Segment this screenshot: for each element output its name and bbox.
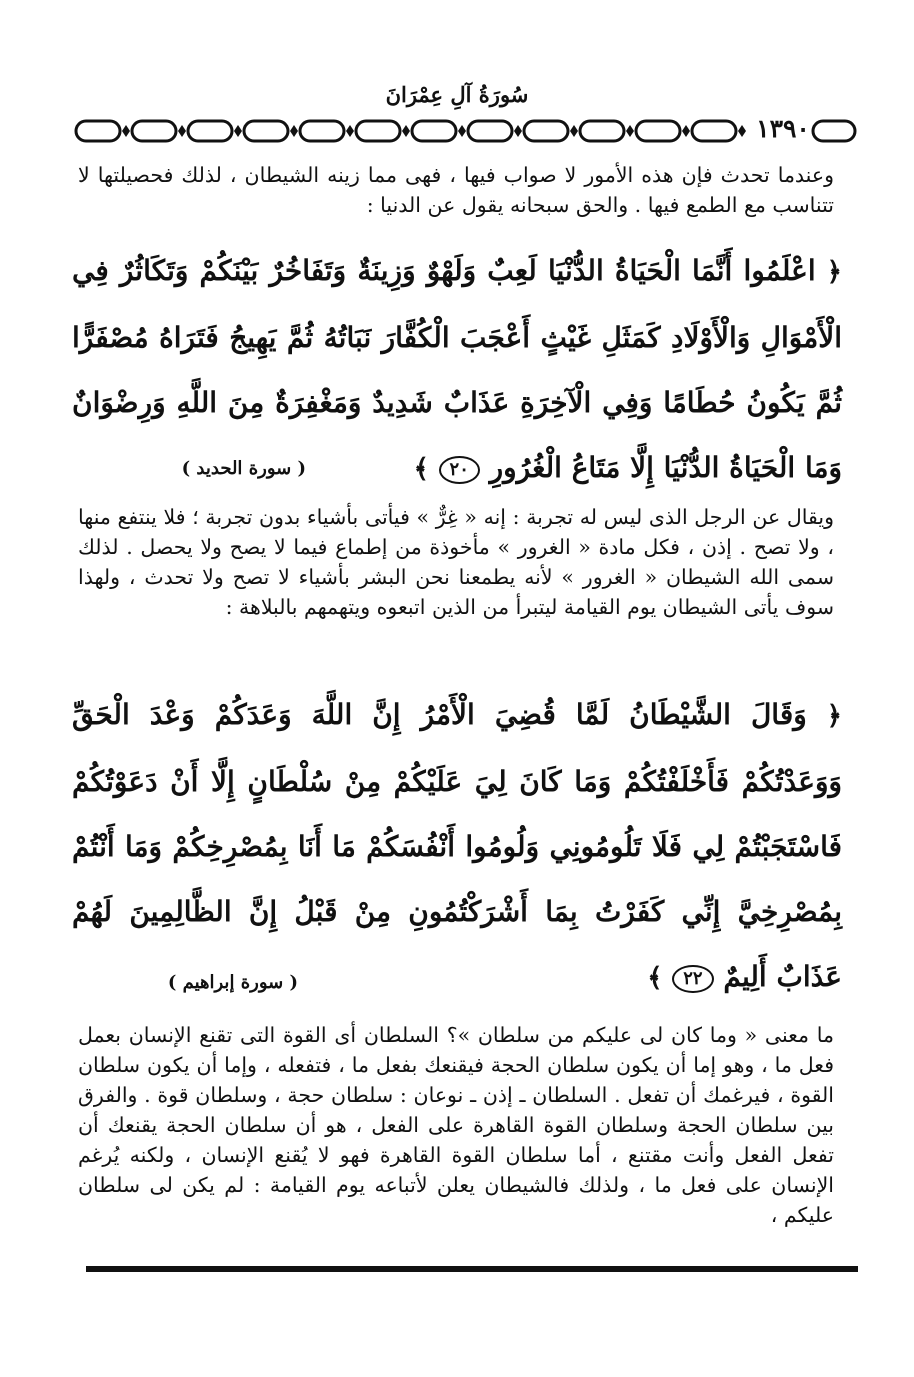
footer-rule xyxy=(86,1266,858,1272)
header-ornament-border xyxy=(72,116,748,146)
verse-source-label: ( سورة الحديد ) xyxy=(181,458,306,479)
verse-open-ornament: ﴿ xyxy=(826,701,843,731)
paragraph-sultan: ما معنى « وما كان لى عليكم من سلطان »؟ السلطان أى القوة التى تقنع الإنسان بعمل فعل ما ، وهو إما أن يكون سلطان الحجة فيقنعك بفعل ما ، فتفعله ، وإما أن يكون سلطان القوة ، فيرغمك أن تفعل . السلطان ـ إذن ـ نوعان : سلطان حجة ، وسلطان قوة . والفرق بين سلطان الحجة وسلطان القوة القاهرة على الفعل ، هو أن سلطان الحجة يقنعك أن تفعل الفعل وأنت مقتنع ، أما سلطان القوة القاهرة فهو لا يُقنع الإنسان ، ولكنه يُرغم الإنسان على فعل ما ، ولذلك فالشيطان يعلن لأتباعه يوم القيامة : لم يكن لى سلطان عليكم ، xyxy=(78,1023,834,1227)
quran-verse-ibrahim xyxy=(72,682,842,1011)
verse-source-label: ( سورة إبراهيم ) xyxy=(167,972,298,993)
verse-open-ornament: ﴿ xyxy=(826,257,843,287)
verse-number: ٢٠ xyxy=(439,456,480,484)
verse-close-ornament: ﴾ xyxy=(647,963,663,993)
page-number: ١٣٩٠ xyxy=(756,114,810,143)
verse-text: اعْلَمُوا أَنَّمَا الْحَيَاةُ الدُّنْيَا لَعِبٌ وَلَهْوٌ وَزِينَةٌ وَتَفَاخُرٌ بَيْنَكُمْ وَتَكَاثُرٌ فِي الْأَمْوَالِ وَالْأَوْلَادِ كَمَثَلِ غَيْثٍ أَعْجَبَ الْكُفَّارَ نَبَاتُهُ ثُمَّ يَهِيجُ فَتَرَاهُ مُصْفَرًّا ثُمَّ يَكُونُ حُطَامًا وَفِي الْآخِرَةِ عَذَابٌ شَدِيدٌ وَمَغْفِرَةٌ مِنَ اللَّهِ وَرِضْوَانٌ وَمَا الْحَيَاةُ الدُّنْيَا إِلَّا مَتَاعُ الْغُرُورِ xyxy=(72,254,842,484)
verse-text: وَقَالَ الشَّيْطَانُ لَمَّا قُضِيَ الْأَمْرُ إِنَّ اللَّهَ وَعَدَكُمْ وَعْدَ الْحَقِّ وَوَعَدْتُكُمْ فَأَخْلَفْتُكُمْ وَمَا كَانَ لِيَ عَلَيْكُمْ مِنْ سُلْطَانٍ إِلَّا أَنْ دَعَوْتُكُمْ فَاسْتَجَبْتُمْ لِي فَلَا تَلُومُونِي وَلُومُوا أَنْفُسَكُمْ مَا أَنَا بِمُصْرِخِكُمْ وَمَا أَنْتُمْ بِمُصْرِخِيَّ إِنِّي كَفَرْتُ بِمَا أَشْرَكْتُمُونِ مِنْ قَبْلُ إِنَّ الظَّالِمِينَ لَهُمْ عَذَابٌ أَلِيمٌ xyxy=(72,698,842,993)
paragraph-ghurur: ويقال عن الرجل الذى ليس له تجربة : إنه « غِرٌّ » فيأتى بأشياء بدون تجربة ؛ فلا ينتفع منها ، ولا تصح . إذن ، فكل مادة « الغرور » مأخوذة من إطماع فيما لا يصح ولا يحصل . لذلك سمى الله الشيطان « الغرور » لأنه يطمعنا نحن البشر بأشياء لا تصح ولا تحدث ، ولهذا سوف يأتى الشيطان يوم القيامة ليتبرأ من الذين اتبعوه ويتهمهم بالبلاهة : xyxy=(78,505,834,619)
verse-number: ٢٢ xyxy=(672,965,713,993)
header-ornament-end xyxy=(810,118,858,144)
paragraph-intro: وعندما تحدث فإن هذه الأمور لا صواب فيها ، فهى مما زينه الشيطان ، لذلك فحصيلتها لا تتناسب مع الطمع فيها . والحق سبحانه يقول عن الدنيا : xyxy=(78,163,834,217)
verse-close-ornament: ﴾ xyxy=(413,454,429,484)
sura-title: سُورَةُ آلِ عِمْرَانَ xyxy=(385,82,529,107)
